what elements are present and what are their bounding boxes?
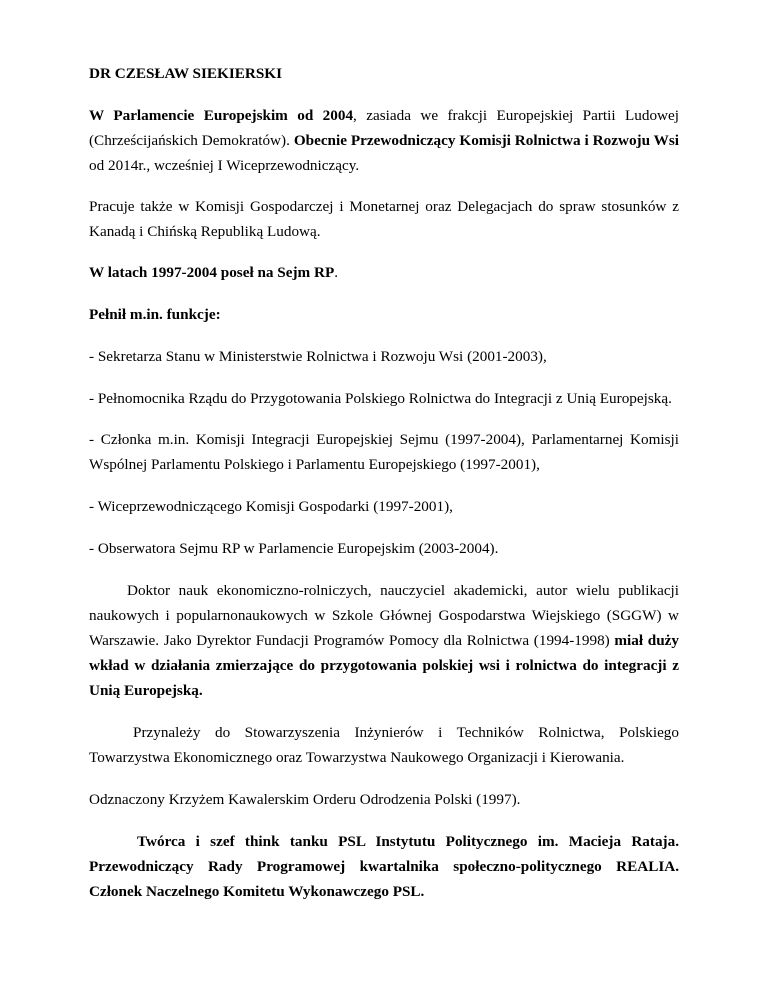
paragraph-sejm: W latach 1997-2004 poseł na Sejm RP. bbox=[89, 264, 339, 281]
paragraph-committees: Pracuje także w Komisji Gospodarczej i Monetarnej oraz Delegacjach do spraw stosunków z Kanadą i Chińską Republiką Ludową. bbox=[89, 198, 679, 240]
function-item: - Wiceprzewodniczącego Komisji Gospodarki (1997-2001), bbox=[89, 498, 453, 515]
document-page bbox=[89, 50, 679, 904]
function-item: - Sekretarza Stanu w Ministerstwie Rolnictwa i Rozwoju Wsi (2001-2003), bbox=[89, 348, 547, 365]
paragraph-think-tank: Twórca i szef think tanku PSL Instytutu Politycznego im. Macieja Rataja. Przewodniczący Rady Programowej kwartalnika społeczno-politycznego REALIA. Członek Naczelnego Komitetu Wykonawczego PSL. bbox=[89, 833, 679, 900]
document-title: DR CZESŁAW SIEKIERSKI bbox=[89, 65, 283, 82]
function-item: - Pełnomocnika Rządu do Przygotowania Polskiego Rolnictwa do Integracji z Unią Europejską. bbox=[89, 390, 672, 407]
paragraph-decoration: Odznaczony Krzyżem Kawalerskim Orderu Odrodzenia Polski (1997). bbox=[89, 791, 521, 808]
function-item: - Obserwatora Sejmu RP w Parlamencie Europejskim (2003-2004). bbox=[89, 540, 499, 557]
paragraph-functions-heading: Pełnił m.in. funkcje: bbox=[89, 306, 221, 323]
paragraph-parliament: W Parlamencie Europejskim od 2004, zasiada we frakcji Europejskiej Partii Ludowej (Chrześcijańskich Demokratów). Obecnie Przewodniczący Komisji Rolnictwa i Rozwoju Wsi od 2014r., wcześniej I Wiceprzewodniczący. bbox=[89, 107, 680, 174]
function-item: - Członka m.in. Komisji Integracji Europejskiej Sejmu (1997-2004), Parlamentarnej Komisji Wspólnej Parlamentu Polskiego i Parlamentu Europejskiego (1997-2001), bbox=[89, 431, 679, 473]
paragraph-doctor: Doktor nauk ekonomiczno-rolniczych, nauczyciel akademicki, autor wielu publikacji naukowych i popularnonaukowych w Szkole Głównej Gospodarstwa Wiejskiego (SGGW) w Warszawie. Jako Dyrektor Fundacji Programów Pomocy dla Rolnictwa (1994-1998) miał duży wkład w działania zmierzające do przygotowania polskiej wsi i rolnictwa do integracji z Unią Europejską. bbox=[89, 582, 679, 699]
paragraph-memberships: Przynależy do Stowarzyszenia Inżynierów i Techników Rolnictwa, Polskiego Towarzystwa Ekonomicznego oraz Towarzystwa Naukowego Organizacji i Kierowania. bbox=[89, 724, 679, 766]
